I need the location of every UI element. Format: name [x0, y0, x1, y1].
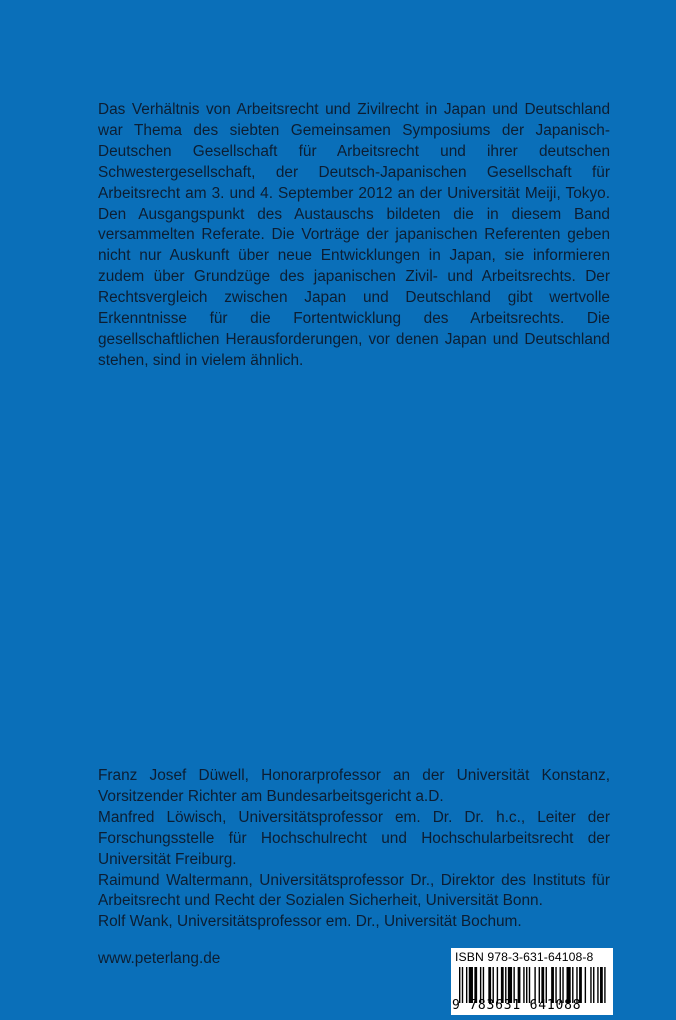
publisher-website-link[interactable]: www.peterlang.de	[98, 950, 221, 967]
isbn-barcode-block	[451, 948, 613, 1015]
back-cover-description: Das Verhältnis von Arbeitsrecht und Zivilrecht in Japan und Deutschland war Thema des siebten Gemeinsamen Symposiums der Japanisch-Deutschen Gesellschaft für Arbeitsrecht und ihrer deutschen Schwestergesellschaft, der Deutsch-Japanischen Gesellschaft für Arbeitsrecht am 3. und 4. September 2012 an der Universität Meiji, Tokyo. Den Ausgangspunkt des Austauschs bildeten die in diesem Band versammelten Referate. Die Vorträge der japanischen Referenten geben nicht nur Auskunft über neue Entwicklungen in Japan, sie informieren zudem über Grundzüge des japanischen Zivil- und Arbeitsrechts. Der Rechtsvergleich zwischen Japan und Deutschland gibt wertvolle Erkenntnisse für die Fortentwicklung des Arbeitsrechts. Die gesellschaftlichen Herausforderungen, vor denen Japan und Deutschland stehen, sind in vielem ähnlich.	[98, 101, 610, 369]
author-bios	[98, 766, 610, 933]
author-bio: Raimund Waltermann, Universitätsprofessor Dr., Direktor des Instituts für Arbeitsrecht und Recht der Sozialen Sicherheit, Universität Bonn.	[98, 871, 610, 910]
barcode-digits: 9 783631 641088	[452, 998, 582, 1013]
author-bio: Manfred Löwisch, Universitätsprofessor em. Dr. Dr. h.c., Leiter der Forschungsstelle für Hochschulrecht und Hochschularbeitsrecht der Universität Freiburg.	[98, 808, 610, 868]
isbn-label: ISBN 978-3-631-64108-8	[455, 950, 594, 964]
author-bio: Rolf Wank, Universitätsprofessor em. Dr., Universität Bochum.	[98, 913, 522, 931]
author-bio: Franz Josef Düwell, Honorarprofessor an der Universität Konstanz, Vorsitzender Richter am Bundesarbeitsgericht a.D.	[98, 767, 610, 805]
